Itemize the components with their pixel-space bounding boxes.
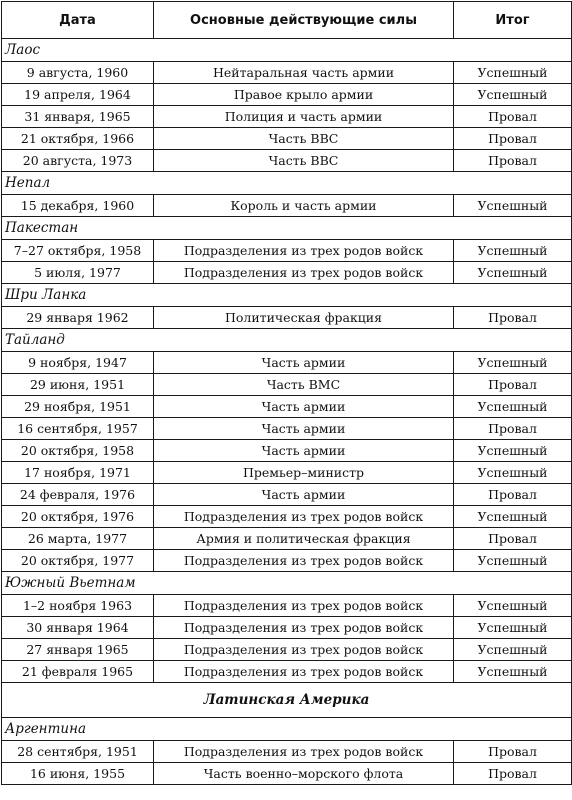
cell-date: 19 апреля, 1964 bbox=[2, 84, 154, 106]
cell-date: 16 сентября, 1957 bbox=[2, 418, 154, 440]
cell-date: 24 февраля, 1976 bbox=[2, 484, 154, 506]
cell-date: 27 января 1965 bbox=[2, 639, 154, 661]
table-row bbox=[2, 150, 572, 172]
cell-forces: Подразделения из трех родов войск bbox=[154, 240, 454, 262]
table-row bbox=[2, 307, 572, 329]
table-row bbox=[2, 240, 572, 262]
country-heading: Лаос bbox=[2, 39, 572, 62]
region-heading-row bbox=[2, 683, 572, 718]
cell-result: Успешный bbox=[454, 262, 572, 284]
cell-forces: Армия и политическая фракция bbox=[154, 528, 454, 550]
cell-forces: Часть армии bbox=[154, 440, 454, 462]
country-heading: Непал bbox=[2, 172, 572, 195]
table-row bbox=[2, 741, 572, 763]
cell-result: Успешный bbox=[454, 506, 572, 528]
table-row bbox=[2, 528, 572, 550]
cell-date: 26 марта, 1977 bbox=[2, 528, 154, 550]
cell-result: Успешный bbox=[454, 240, 572, 262]
cell-forces: Подразделения из трех родов войск bbox=[154, 550, 454, 572]
cell-forces: Часть армии bbox=[154, 352, 454, 374]
country-heading: Южный Вьетнам bbox=[2, 572, 572, 595]
country-heading: Пакестан bbox=[2, 217, 572, 240]
cell-result: Провал bbox=[454, 150, 572, 172]
cell-result: Успешный bbox=[454, 462, 572, 484]
table-row bbox=[2, 195, 572, 217]
header-date: Дата bbox=[2, 2, 154, 39]
cell-forces: Премьер–министр bbox=[154, 462, 454, 484]
cell-date: 9 ноября, 1947 bbox=[2, 352, 154, 374]
cell-date: 15 декабря, 1960 bbox=[2, 195, 154, 217]
cell-result: Провал bbox=[454, 484, 572, 506]
cell-forces: Часть ВВС bbox=[154, 128, 454, 150]
cell-forces: Политическая фракция bbox=[154, 307, 454, 329]
cell-forces: Часть военно–морского флота bbox=[154, 763, 454, 785]
cell-result: Провал bbox=[454, 106, 572, 128]
table-row bbox=[2, 506, 572, 528]
cell-forces: Подразделения из трех родов войск bbox=[154, 661, 454, 683]
cell-forces: Подразделения из трех родов войск bbox=[154, 741, 454, 763]
cell-date: 31 января, 1965 bbox=[2, 106, 154, 128]
cell-result: Провал bbox=[454, 307, 572, 329]
country-heading-row bbox=[2, 217, 572, 240]
cell-forces: Подразделения из трех родов войск bbox=[154, 639, 454, 661]
cell-result: Успешный bbox=[454, 62, 572, 84]
cell-result: Успешный bbox=[454, 84, 572, 106]
header-result: Итог bbox=[454, 2, 572, 39]
cell-date: 30 января 1964 bbox=[2, 617, 154, 639]
cell-date: 21 февраля 1965 bbox=[2, 661, 154, 683]
cell-date: 9 августа, 1960 bbox=[2, 62, 154, 84]
table-row bbox=[2, 639, 572, 661]
table-row bbox=[2, 106, 572, 128]
cell-result: Успешный bbox=[454, 440, 572, 462]
cell-result: Успешный bbox=[454, 550, 572, 572]
table-row bbox=[2, 661, 572, 683]
table-body bbox=[2, 39, 572, 785]
cell-forces: Подразделения из трех родов войск bbox=[154, 617, 454, 639]
country-heading-row bbox=[2, 172, 572, 195]
cell-date: 20 августа, 1973 bbox=[2, 150, 154, 172]
header-row bbox=[2, 2, 572, 39]
cell-result: Провал bbox=[454, 128, 572, 150]
country-heading-row bbox=[2, 572, 572, 595]
table-row bbox=[2, 128, 572, 150]
cell-result: Успешный bbox=[454, 617, 572, 639]
cell-forces: Король и часть армии bbox=[154, 195, 454, 217]
cell-date: 20 октября, 1977 bbox=[2, 550, 154, 572]
cell-date: 29 января 1962 bbox=[2, 307, 154, 329]
cell-result: Успешный bbox=[454, 595, 572, 617]
country-heading-row bbox=[2, 39, 572, 62]
table-row bbox=[2, 396, 572, 418]
cell-forces: Подразделения из трех родов войск bbox=[154, 262, 454, 284]
cell-date: 5 июля, 1977 bbox=[2, 262, 154, 284]
cell-date: 17 ноября, 1971 bbox=[2, 462, 154, 484]
cell-forces: Подразделения из трех родов войск bbox=[154, 595, 454, 617]
table-row bbox=[2, 418, 572, 440]
table-row bbox=[2, 550, 572, 572]
cell-forces: Часть ВВС bbox=[154, 150, 454, 172]
country-heading: Аргентина bbox=[2, 718, 572, 741]
region-heading: Латинская Америка bbox=[2, 683, 572, 718]
cell-result: Успешный bbox=[454, 396, 572, 418]
cell-result: Провал bbox=[454, 528, 572, 550]
cell-result: Провал bbox=[454, 418, 572, 440]
cell-date: 7–27 октября, 1958 bbox=[2, 240, 154, 262]
cell-result: Успешный bbox=[454, 639, 572, 661]
cell-result: Успешный bbox=[454, 352, 572, 374]
country-heading-row bbox=[2, 718, 572, 741]
cell-date: 1–2 ноября 1963 bbox=[2, 595, 154, 617]
table-row bbox=[2, 84, 572, 106]
cell-result: Провал bbox=[454, 741, 572, 763]
cell-forces: Часть армии bbox=[154, 484, 454, 506]
cell-date: 16 июня, 1955 bbox=[2, 763, 154, 785]
cell-forces: Часть армии bbox=[154, 396, 454, 418]
country-heading: Шри Ланка bbox=[2, 284, 572, 307]
cell-date: 28 сентября, 1951 bbox=[2, 741, 154, 763]
table-row bbox=[2, 763, 572, 785]
cell-date: 21 октября, 1966 bbox=[2, 128, 154, 150]
cell-forces: Подразделения из трех родов войск bbox=[154, 506, 454, 528]
cell-date: 29 ноября, 1951 bbox=[2, 396, 154, 418]
country-heading-row bbox=[2, 284, 572, 307]
table-row bbox=[2, 484, 572, 506]
country-heading-row bbox=[2, 329, 572, 352]
table-row bbox=[2, 374, 572, 396]
cell-result: Провал bbox=[454, 763, 572, 785]
table-row bbox=[2, 617, 572, 639]
table-row bbox=[2, 352, 572, 374]
table-row bbox=[2, 595, 572, 617]
cell-date: 29 июня, 1951 bbox=[2, 374, 154, 396]
country-heading: Тайланд bbox=[2, 329, 572, 352]
table-row bbox=[2, 62, 572, 84]
cell-forces: Полиция и часть армии bbox=[154, 106, 454, 128]
cell-forces: Часть ВМС bbox=[154, 374, 454, 396]
cell-result: Успешный bbox=[454, 195, 572, 217]
header-forces: Основные действующие силы bbox=[154, 2, 454, 39]
cell-date: 20 октября, 1976 bbox=[2, 506, 154, 528]
cell-result: Успешный bbox=[454, 661, 572, 683]
table-row bbox=[2, 462, 572, 484]
coups-table bbox=[1, 1, 572, 785]
cell-forces: Часть армии bbox=[154, 418, 454, 440]
cell-date: 20 октября, 1958 bbox=[2, 440, 154, 462]
table-row bbox=[2, 262, 572, 284]
cell-forces: Нейтаральная часть армии bbox=[154, 62, 454, 84]
cell-result: Провал bbox=[454, 374, 572, 396]
cell-forces: Правое крыло армии bbox=[154, 84, 454, 106]
table-row bbox=[2, 440, 572, 462]
